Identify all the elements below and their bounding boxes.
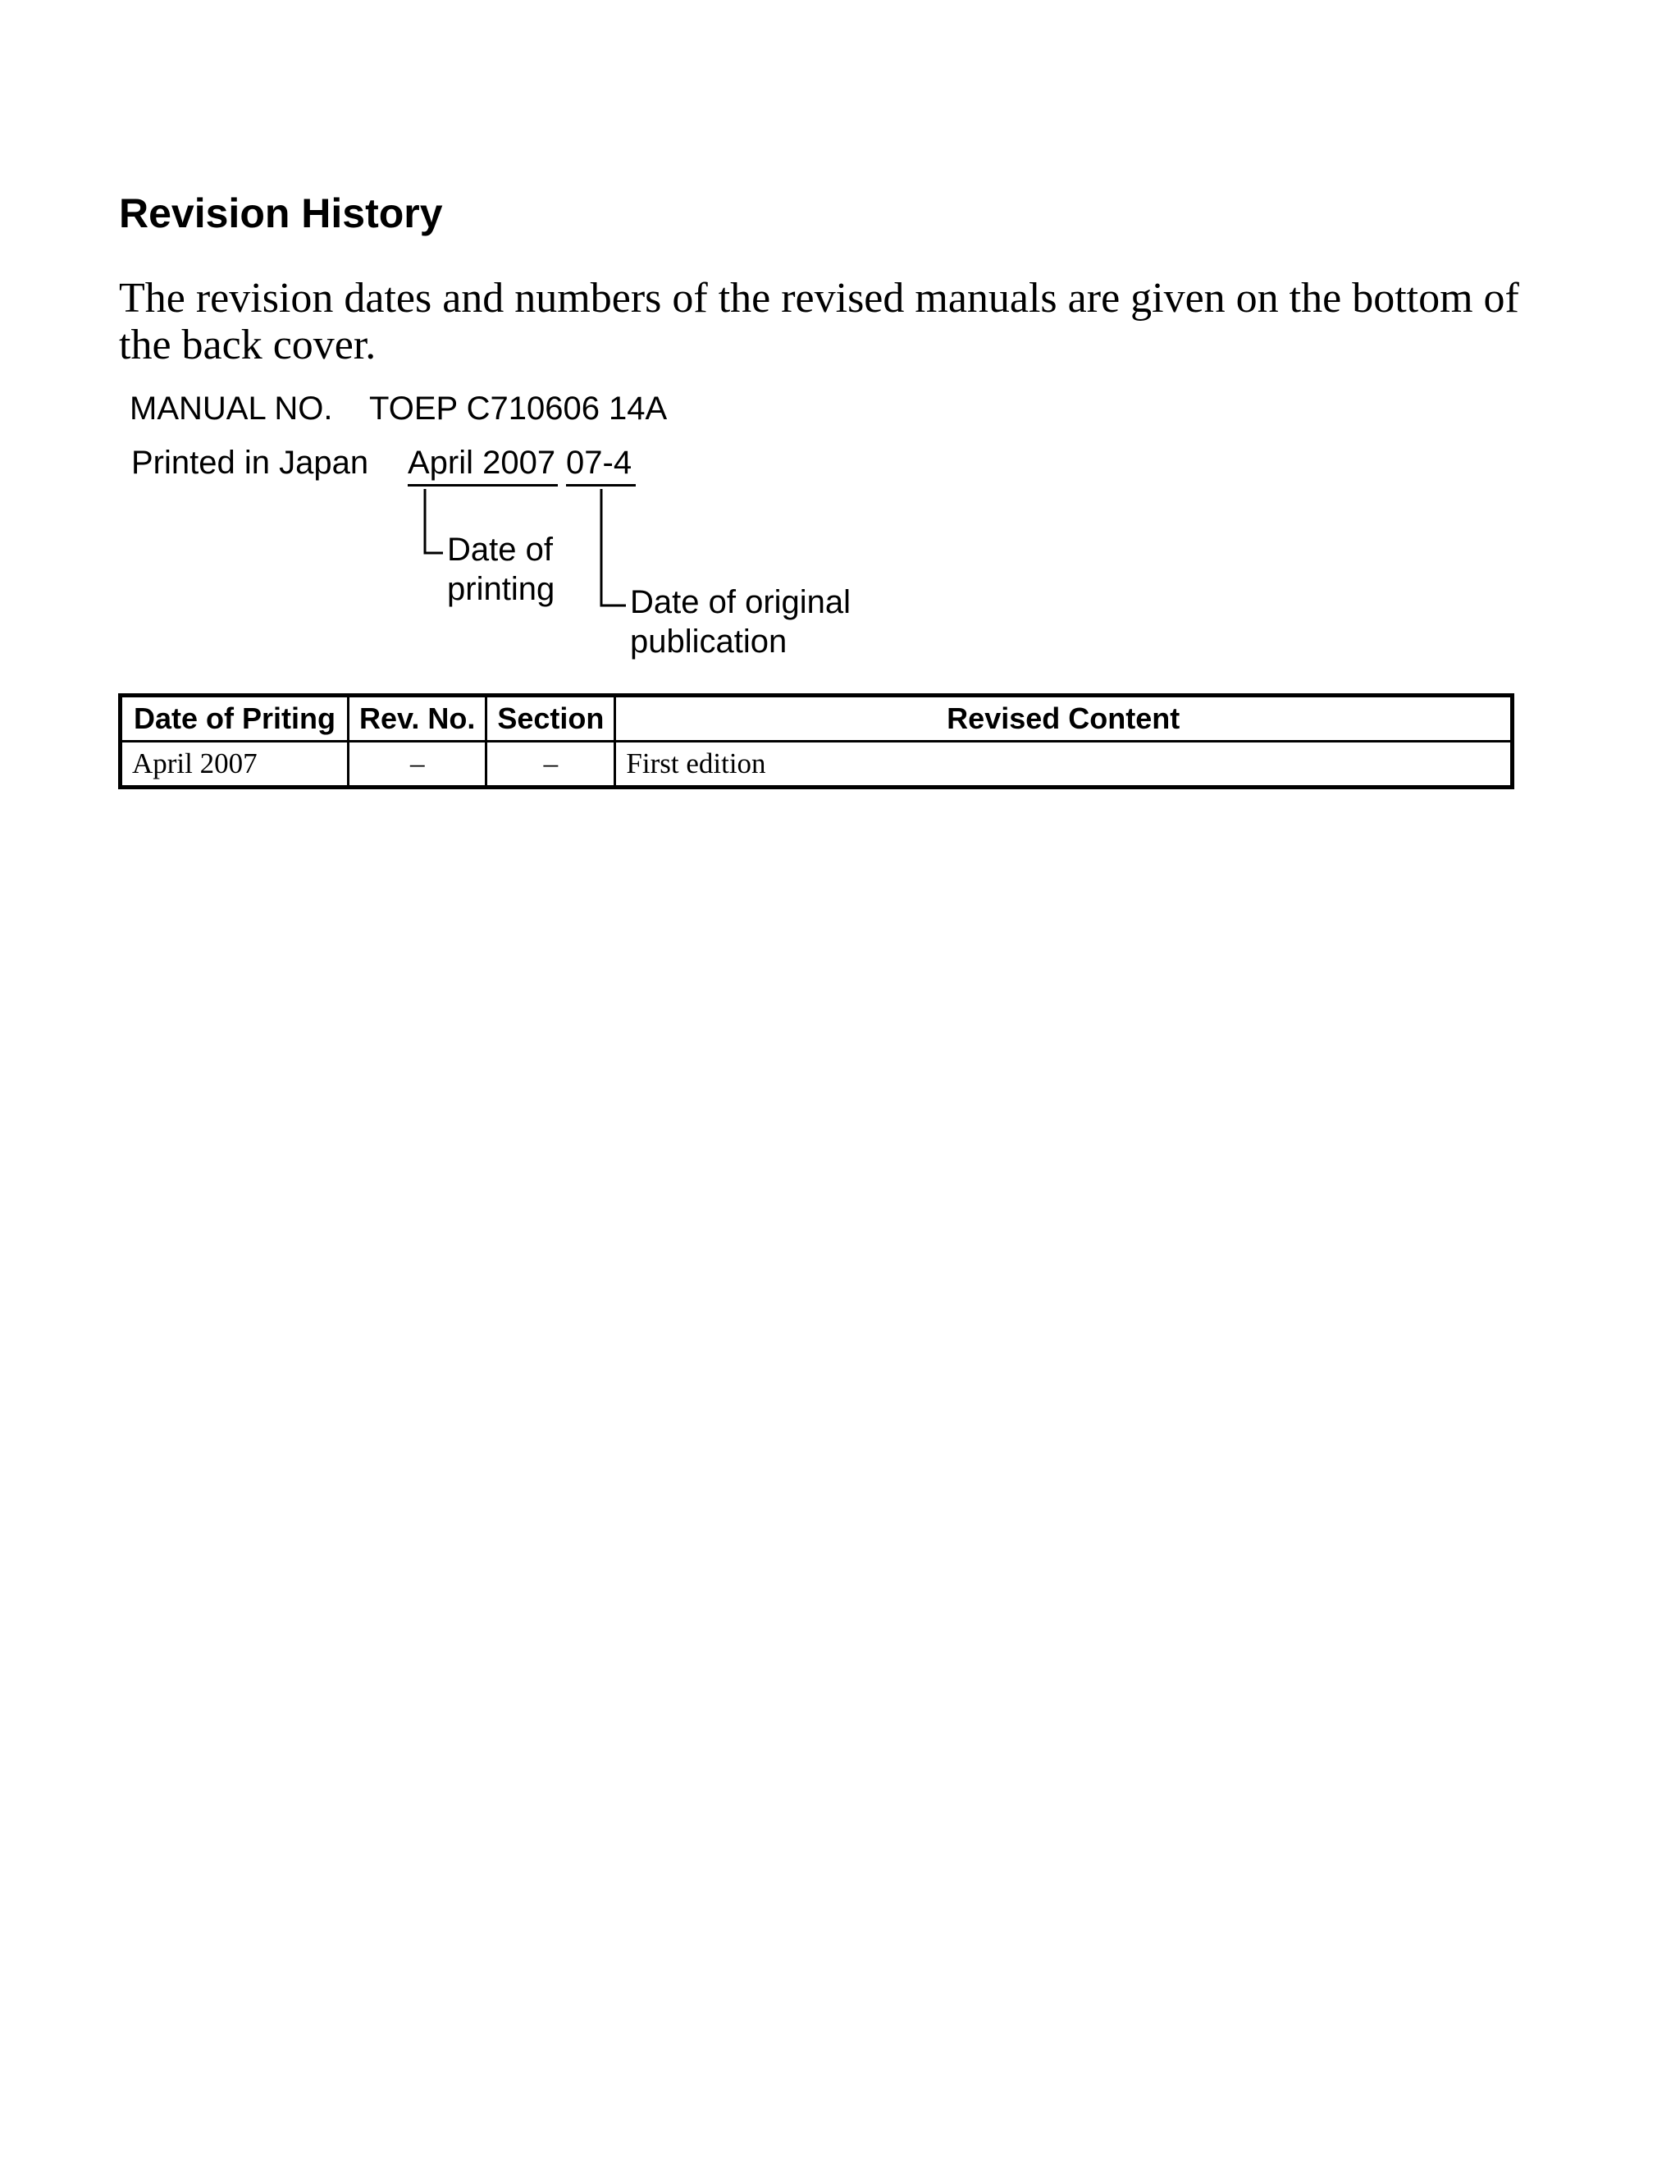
printing-connector xyxy=(425,489,443,553)
printed-in-label: Printed in Japan xyxy=(131,445,369,481)
cell-revised-content: First edition xyxy=(615,742,1513,788)
cell-rev-no: – xyxy=(349,742,486,788)
callout-date-of-printing: Date of printing xyxy=(447,532,555,607)
col-header-rev-no: Rev. No. xyxy=(349,696,486,742)
col-header-section: Section xyxy=(486,696,615,742)
cell-section: – xyxy=(486,742,615,788)
col-header-date: Date of Priting xyxy=(121,696,349,742)
original-publication-code: 07-4 xyxy=(566,443,636,487)
revision-table xyxy=(118,693,1514,789)
col-header-revised-content: Revised Content xyxy=(615,696,1513,742)
callout-date-of-original-publication: Date of original publication xyxy=(630,584,851,660)
manual-number-value: TOEP C710606 14A xyxy=(369,391,668,427)
cell-date: April 2007 xyxy=(121,742,349,788)
print-date: April 2007 xyxy=(408,443,558,487)
page-title: Revision History xyxy=(119,190,443,236)
intro-paragraph: The revision dates and numbers of the revised manuals are given on the bottom of the back cover. xyxy=(119,275,1519,368)
manual-number-label: MANUAL NO. xyxy=(130,391,333,427)
table-row xyxy=(121,742,1513,788)
table-header-row xyxy=(121,696,1513,742)
